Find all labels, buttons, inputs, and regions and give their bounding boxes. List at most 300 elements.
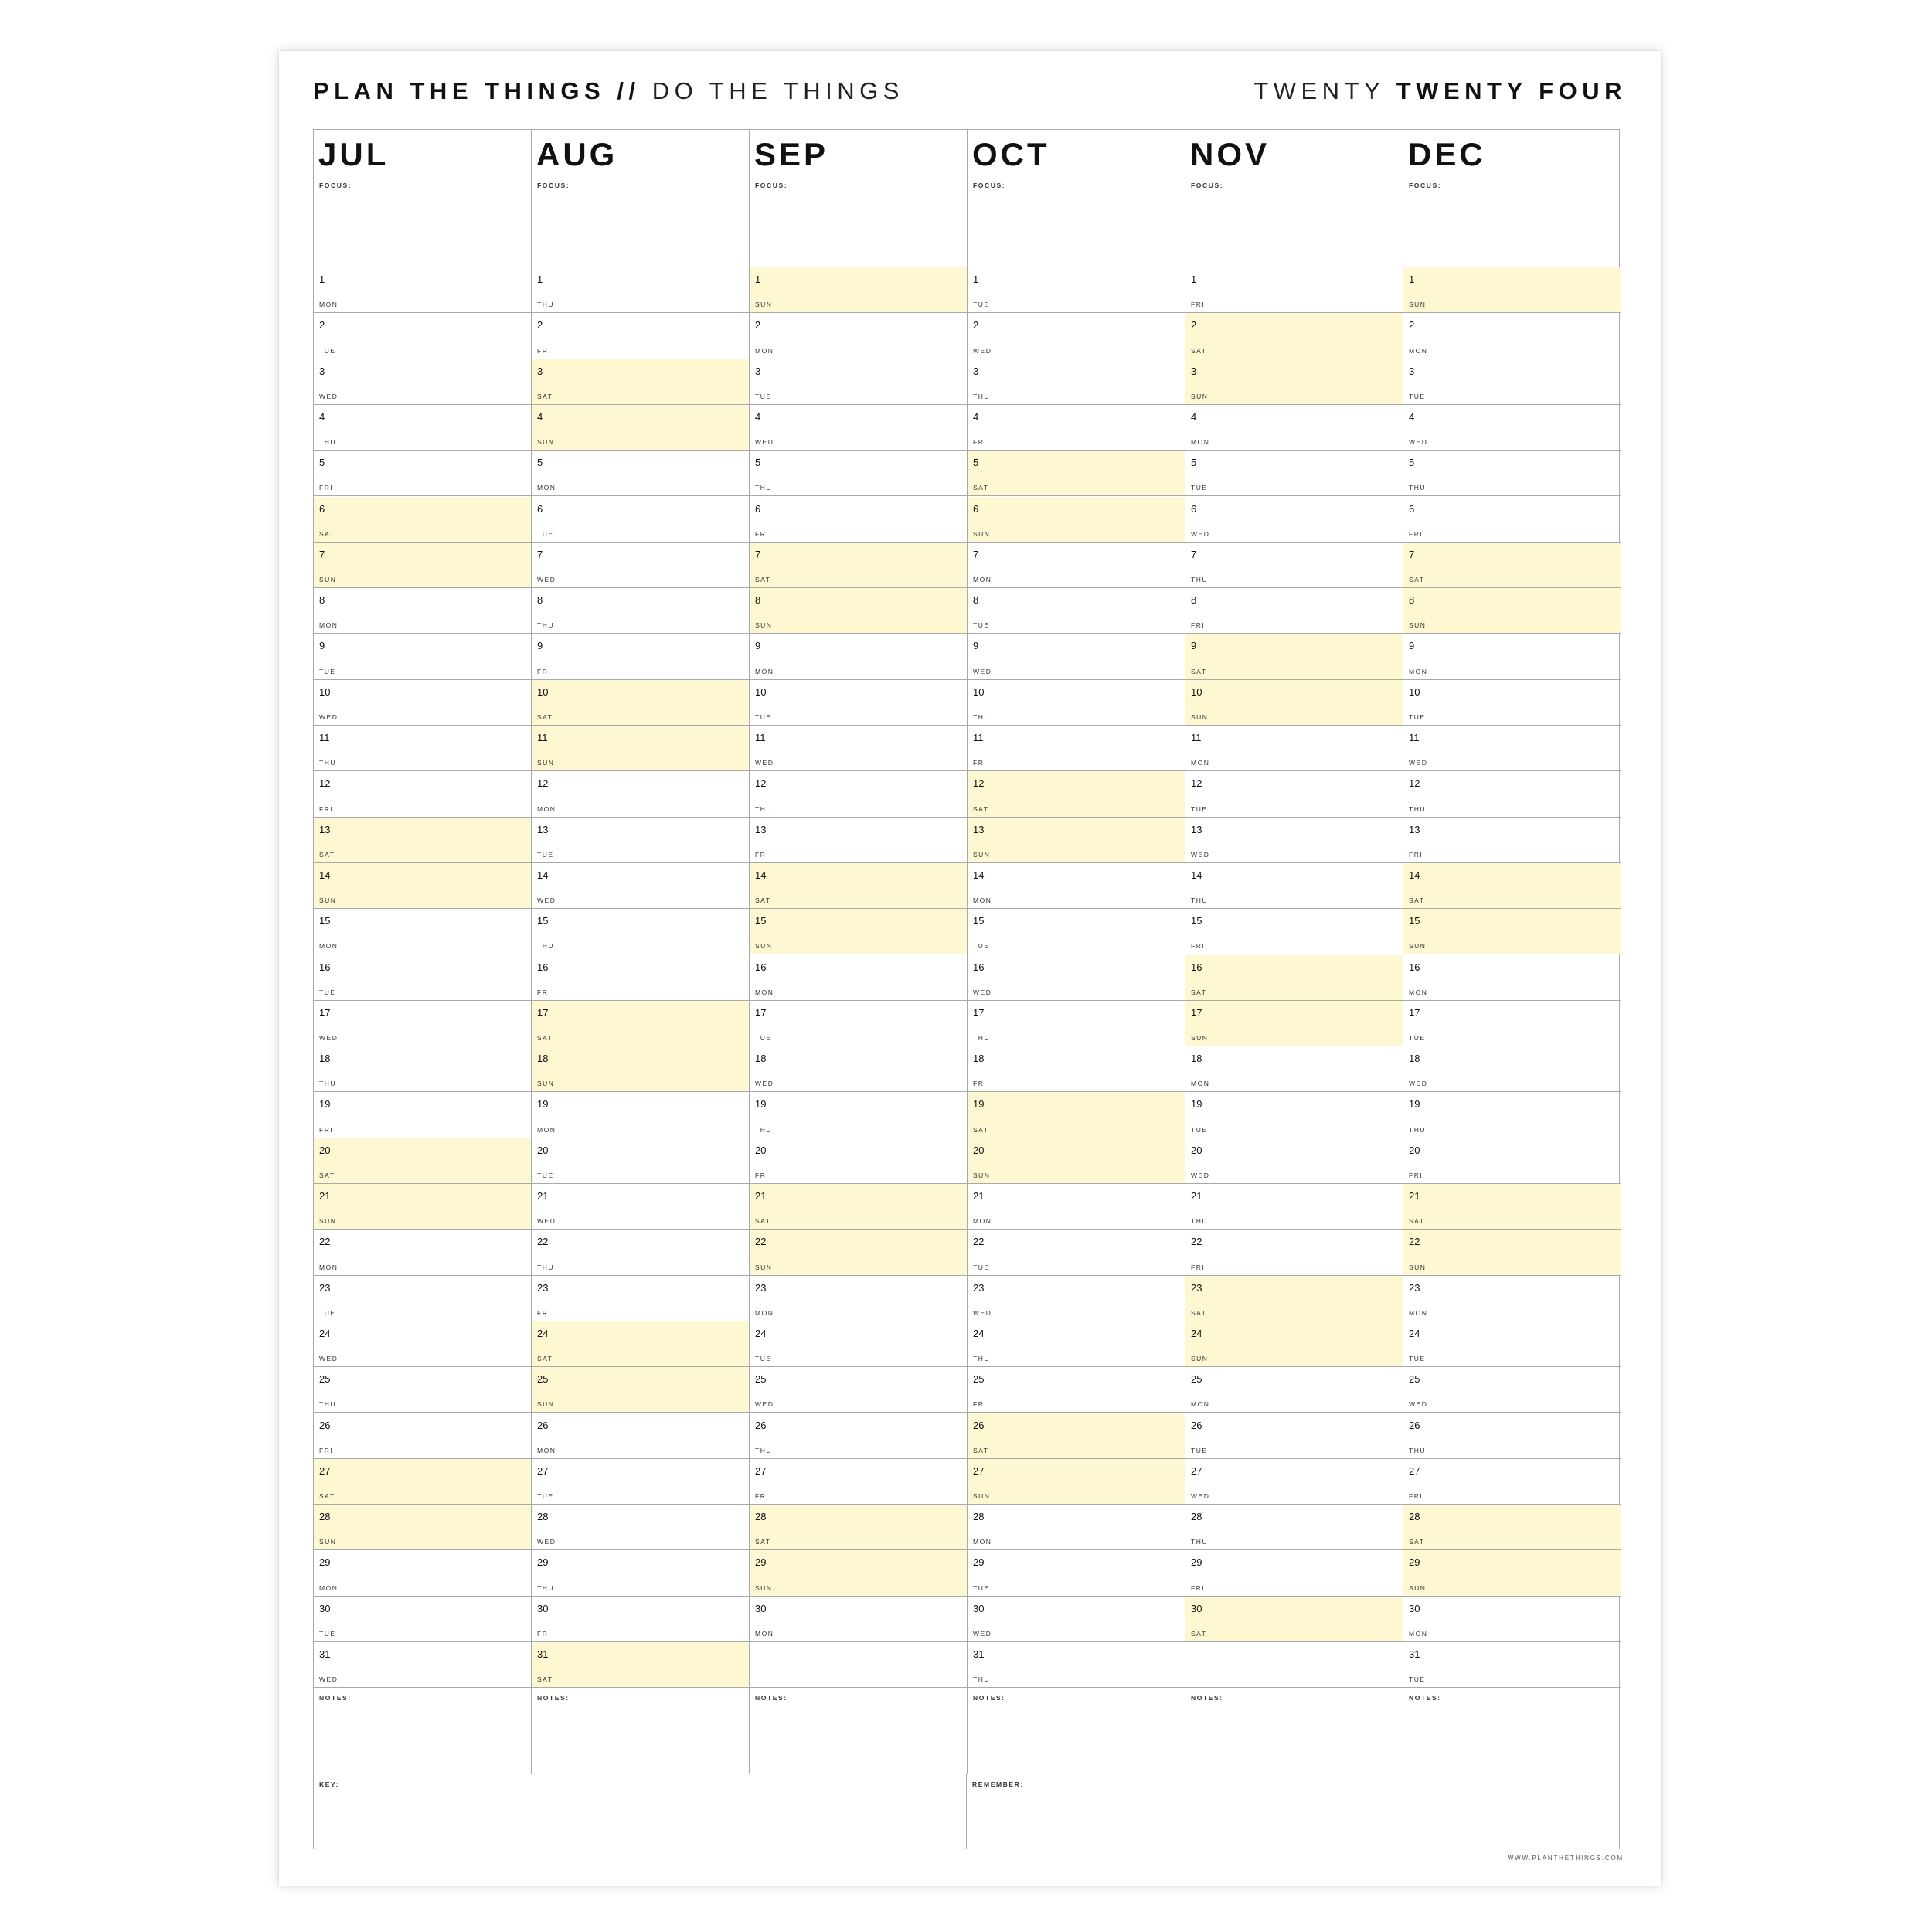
weekday-label: FRI bbox=[1191, 621, 1206, 630]
weekday-label: MON bbox=[319, 942, 338, 951]
day-cell[interactable] bbox=[968, 1597, 1185, 1642]
day-cell[interactable] bbox=[1403, 1001, 1621, 1046]
key-label: KEY: bbox=[319, 1781, 340, 1788]
day-cell[interactable] bbox=[1403, 863, 1621, 909]
day-cell[interactable] bbox=[750, 680, 967, 726]
day-cell[interactable] bbox=[532, 1276, 749, 1321]
day-cell[interactable] bbox=[314, 1321, 531, 1367]
day-cell[interactable] bbox=[1403, 680, 1621, 726]
day-number: 16 bbox=[1191, 961, 1202, 973]
day-number: 6 bbox=[537, 502, 543, 515]
focus-label: FOCUS: bbox=[973, 182, 1006, 189]
day-cell[interactable] bbox=[1185, 1459, 1403, 1505]
day-number: 9 bbox=[1409, 640, 1415, 652]
day-cell[interactable] bbox=[968, 909, 1185, 954]
day-cell[interactable] bbox=[968, 313, 1185, 359]
day-cell[interactable] bbox=[968, 451, 1185, 496]
weekday-label: SAT bbox=[1191, 1629, 1207, 1638]
day-number: 16 bbox=[973, 961, 985, 973]
day-cell[interactable] bbox=[968, 1459, 1185, 1505]
day-number: 11 bbox=[1409, 732, 1420, 743]
weekday-label: SUN bbox=[1191, 392, 1209, 400]
weekday-label: SAT bbox=[537, 1355, 553, 1363]
day-cell[interactable] bbox=[532, 1505, 749, 1550]
weekday-label: THU bbox=[1409, 1125, 1426, 1134]
day-cell[interactable] bbox=[750, 359, 967, 405]
day-number: 9 bbox=[1191, 640, 1197, 652]
notes-box[interactable] bbox=[532, 1688, 749, 1780]
day-cell[interactable] bbox=[1403, 1367, 1621, 1413]
day-cell[interactable] bbox=[532, 1642, 749, 1688]
planner-header-title bbox=[313, 77, 904, 105]
weekday-label: MON bbox=[973, 1538, 992, 1546]
day-number: 29 bbox=[755, 1556, 767, 1569]
day-cell[interactable] bbox=[314, 1046, 531, 1092]
weekday-label: THU bbox=[755, 484, 772, 492]
day-number: 26 bbox=[1409, 1419, 1420, 1431]
day-number: 23 bbox=[755, 1281, 767, 1294]
day-cell[interactable] bbox=[1185, 955, 1403, 1001]
day-cell[interactable] bbox=[1185, 1597, 1403, 1642]
day-cell[interactable] bbox=[1403, 543, 1621, 588]
day-cell[interactable] bbox=[532, 451, 749, 496]
day-number: 20 bbox=[1409, 1144, 1420, 1156]
day-cell[interactable] bbox=[750, 1550, 967, 1596]
day-number: 17 bbox=[537, 1006, 549, 1019]
month-name: NOV bbox=[1185, 130, 1403, 175]
day-cell[interactable] bbox=[750, 497, 967, 543]
weekday-label: THU bbox=[1191, 576, 1208, 584]
day-cell[interactable] bbox=[1403, 1230, 1621, 1275]
weekday-label: THU bbox=[537, 942, 554, 951]
month-column bbox=[1185, 130, 1403, 1774]
day-cell[interactable] bbox=[1403, 1276, 1621, 1321]
day-cell[interactable] bbox=[314, 1230, 531, 1275]
header-title-bold: PLAN THE THINGS // bbox=[313, 77, 641, 104]
day-cell[interactable] bbox=[1185, 680, 1403, 726]
day-cell[interactable] bbox=[532, 1230, 749, 1275]
day-cell[interactable] bbox=[750, 543, 967, 588]
day-cell[interactable] bbox=[532, 680, 749, 726]
day-cell[interactable] bbox=[750, 1367, 967, 1413]
day-cell[interactable] bbox=[968, 1367, 1185, 1413]
notes-label: NOTES: bbox=[537, 1694, 570, 1702]
day-cell[interactable] bbox=[1185, 1184, 1403, 1230]
day-cell[interactable] bbox=[532, 588, 749, 634]
weekday-label: SAT bbox=[1409, 896, 1425, 905]
day-cell[interactable] bbox=[968, 1276, 1185, 1321]
weekday-label: SAT bbox=[537, 1034, 553, 1043]
day-cell[interactable] bbox=[1403, 634, 1621, 679]
day-cell[interactable] bbox=[314, 1001, 531, 1046]
day-cell[interactable] bbox=[1185, 497, 1403, 543]
notes-label: NOTES: bbox=[319, 1694, 352, 1702]
day-number: 30 bbox=[755, 1602, 767, 1614]
day-cell[interactable] bbox=[1403, 1459, 1621, 1505]
day-cell[interactable] bbox=[314, 1276, 531, 1321]
day-cell[interactable] bbox=[1403, 909, 1621, 954]
day-cell[interactable] bbox=[968, 1046, 1185, 1092]
notes-box[interactable] bbox=[1185, 1688, 1403, 1780]
day-cell[interactable] bbox=[532, 863, 749, 909]
day-number: 28 bbox=[755, 1511, 767, 1523]
day-cell[interactable] bbox=[532, 1550, 749, 1596]
day-cell[interactable] bbox=[1185, 1092, 1403, 1138]
day-cell[interactable] bbox=[532, 359, 749, 405]
day-number: 19 bbox=[973, 1098, 985, 1111]
day-number: 18 bbox=[1409, 1053, 1420, 1065]
weekday-label: MON bbox=[1409, 346, 1428, 355]
weekday-label: SUN bbox=[537, 438, 555, 447]
weekday-label: MON bbox=[537, 804, 556, 813]
remember-label: REMEMBER: bbox=[972, 1781, 1024, 1788]
weekday-label: WED bbox=[1191, 1171, 1210, 1179]
day-cell[interactable] bbox=[314, 1413, 531, 1459]
day-cell[interactable] bbox=[532, 726, 749, 771]
day-cell[interactable] bbox=[314, 267, 531, 313]
day-number: 21 bbox=[1191, 1190, 1202, 1202]
day-cell[interactable] bbox=[1403, 1138, 1621, 1184]
day-cell[interactable] bbox=[750, 1505, 967, 1550]
weekday-label: TUE bbox=[755, 392, 772, 400]
day-cell[interactable] bbox=[968, 1321, 1185, 1367]
day-cell[interactable] bbox=[1185, 726, 1403, 771]
day-cell[interactable] bbox=[1403, 588, 1621, 634]
day-number: 10 bbox=[755, 685, 767, 698]
day-cell[interactable] bbox=[750, 1001, 967, 1046]
day-cell[interactable] bbox=[968, 1092, 1185, 1138]
day-cell[interactable] bbox=[1403, 1046, 1621, 1092]
day-cell[interactable] bbox=[314, 588, 531, 634]
weekday-label: THU bbox=[973, 392, 990, 400]
day-cell[interactable] bbox=[968, 1184, 1185, 1230]
weekday-label: FRI bbox=[973, 1080, 988, 1088]
day-number: 19 bbox=[1191, 1098, 1202, 1111]
focus-box[interactable] bbox=[1185, 175, 1403, 267]
day-cell[interactable] bbox=[1403, 1642, 1621, 1688]
weekday-label: FRI bbox=[319, 1125, 334, 1134]
day-cell[interactable] bbox=[1185, 1001, 1403, 1046]
day-cell[interactable] bbox=[532, 771, 749, 817]
day-cell[interactable] bbox=[1185, 588, 1403, 634]
day-cell[interactable] bbox=[968, 726, 1185, 771]
day-cell[interactable] bbox=[314, 634, 531, 679]
day-cell[interactable] bbox=[750, 818, 967, 863]
day-number: 20 bbox=[973, 1144, 985, 1156]
day-cell[interactable] bbox=[1185, 771, 1403, 817]
month-column bbox=[968, 130, 1185, 1774]
day-cell[interactable] bbox=[314, 1597, 531, 1642]
day-cell[interactable] bbox=[1185, 1321, 1403, 1367]
day-cell[interactable] bbox=[968, 497, 1185, 543]
day-number: 8 bbox=[755, 594, 761, 607]
day-cell[interactable] bbox=[750, 909, 967, 954]
day-cell[interactable] bbox=[314, 771, 531, 817]
focus-box[interactable] bbox=[532, 175, 749, 267]
day-cell[interactable] bbox=[1185, 405, 1403, 451]
day-cell[interactable] bbox=[1185, 267, 1403, 313]
day-cell[interactable] bbox=[750, 1184, 967, 1230]
day-cell[interactable] bbox=[532, 1413, 749, 1459]
day-cell[interactable] bbox=[1403, 1550, 1621, 1596]
focus-box[interactable] bbox=[750, 175, 967, 267]
day-cell[interactable] bbox=[532, 1046, 749, 1092]
day-cell[interactable] bbox=[968, 1001, 1185, 1046]
day-cell[interactable] bbox=[1185, 863, 1403, 909]
day-cell[interactable] bbox=[314, 1505, 531, 1550]
day-cell[interactable] bbox=[1185, 543, 1403, 588]
day-cell[interactable] bbox=[314, 313, 531, 359]
notes-box[interactable] bbox=[1403, 1688, 1621, 1780]
weekday-label: TUE bbox=[537, 850, 554, 859]
focus-box[interactable] bbox=[968, 175, 1185, 267]
day-number: 5 bbox=[1409, 457, 1415, 469]
weekday-label: MON bbox=[1409, 1308, 1428, 1317]
weekday-label: SAT bbox=[319, 529, 335, 538]
notes-box[interactable] bbox=[314, 1688, 531, 1780]
day-cell[interactable] bbox=[1403, 1413, 1621, 1459]
weekday-label: FRI bbox=[319, 1446, 334, 1454]
weekday-label: THU bbox=[319, 759, 336, 767]
day-number: 12 bbox=[319, 777, 331, 790]
day-cell[interactable] bbox=[1185, 1276, 1403, 1321]
day-cell[interactable] bbox=[750, 1459, 967, 1505]
day-number: 9 bbox=[755, 640, 761, 652]
weekday-label: SUN bbox=[319, 1538, 337, 1546]
day-number: 6 bbox=[1191, 502, 1197, 515]
day-cell[interactable] bbox=[750, 1597, 967, 1642]
weekday-label: WED bbox=[319, 1355, 338, 1363]
day-cell[interactable] bbox=[750, 771, 967, 817]
day-cell[interactable] bbox=[532, 1138, 749, 1184]
day-cell[interactable] bbox=[314, 863, 531, 909]
day-cell[interactable] bbox=[532, 1597, 749, 1642]
day-number: 4 bbox=[973, 410, 979, 423]
day-number: 15 bbox=[319, 915, 331, 927]
day-cell[interactable] bbox=[968, 818, 1185, 863]
day-number: 15 bbox=[1409, 915, 1420, 927]
day-cell[interactable] bbox=[750, 1321, 967, 1367]
day-cell[interactable] bbox=[314, 543, 531, 588]
notes-box[interactable] bbox=[750, 1688, 967, 1780]
day-cell[interactable] bbox=[968, 955, 1185, 1001]
day-cell[interactable] bbox=[968, 680, 1185, 726]
day-cell[interactable] bbox=[968, 1505, 1185, 1550]
day-cell[interactable] bbox=[314, 1367, 531, 1413]
day-cell[interactable] bbox=[532, 543, 749, 588]
day-number: 1 bbox=[973, 274, 979, 285]
day-number: 2 bbox=[755, 319, 761, 332]
weekday-label: SAT bbox=[755, 1217, 771, 1226]
day-cell[interactable] bbox=[532, 1459, 749, 1505]
day-cell[interactable] bbox=[1185, 1367, 1403, 1413]
day-cell[interactable] bbox=[1403, 1321, 1621, 1367]
day-cell[interactable] bbox=[1185, 909, 1403, 954]
day-cell[interactable] bbox=[1403, 955, 1621, 1001]
day-cell[interactable] bbox=[1185, 1138, 1403, 1184]
weekday-label: THU bbox=[755, 1125, 772, 1134]
day-number: 21 bbox=[319, 1190, 331, 1202]
notes-box[interactable] bbox=[968, 1688, 1185, 1780]
day-cell[interactable] bbox=[968, 1550, 1185, 1596]
day-cell[interactable] bbox=[532, 1321, 749, 1367]
day-cell[interactable] bbox=[968, 405, 1185, 451]
day-cell[interactable] bbox=[1403, 726, 1621, 771]
day-cell[interactable] bbox=[750, 863, 967, 909]
day-cell[interactable] bbox=[750, 1276, 967, 1321]
day-cell[interactable] bbox=[314, 1550, 531, 1596]
day-cell[interactable] bbox=[1185, 1230, 1403, 1275]
day-cell[interactable] bbox=[750, 1413, 967, 1459]
weekday-label: THU bbox=[537, 1583, 554, 1592]
day-cell[interactable] bbox=[314, 909, 531, 954]
day-cell[interactable] bbox=[1403, 359, 1621, 405]
day-number: 28 bbox=[973, 1511, 985, 1523]
day-cell[interactable] bbox=[1185, 1046, 1403, 1092]
focus-box[interactable] bbox=[1403, 175, 1621, 267]
day-number: 20 bbox=[537, 1144, 549, 1156]
weekday-label: SAT bbox=[537, 713, 553, 721]
day-cell[interactable] bbox=[1185, 1413, 1403, 1459]
day-cell[interactable] bbox=[314, 451, 531, 496]
day-cell[interactable] bbox=[750, 1230, 967, 1275]
day-cell[interactable] bbox=[1403, 451, 1621, 496]
day-cell[interactable] bbox=[968, 1138, 1185, 1184]
day-cell[interactable] bbox=[1185, 451, 1403, 496]
day-cell[interactable] bbox=[968, 359, 1185, 405]
day-cell[interactable] bbox=[314, 955, 531, 1001]
weekday-label: FRI bbox=[755, 850, 770, 859]
day-cell[interactable] bbox=[1403, 267, 1621, 313]
day-cell[interactable] bbox=[750, 955, 967, 1001]
day-cell[interactable] bbox=[532, 818, 749, 863]
day-number: 7 bbox=[973, 548, 979, 560]
day-cell[interactable] bbox=[968, 543, 1185, 588]
day-cell[interactable] bbox=[750, 405, 967, 451]
weekday-label: SAT bbox=[1409, 1217, 1425, 1226]
day-cell[interactable] bbox=[532, 497, 749, 543]
weekday-label: MON bbox=[755, 1308, 774, 1317]
day-number: 11 bbox=[755, 732, 766, 743]
day-number: 4 bbox=[537, 410, 543, 423]
day-cell[interactable] bbox=[1403, 405, 1621, 451]
day-cell[interactable] bbox=[1403, 497, 1621, 543]
day-cell[interactable] bbox=[750, 451, 967, 496]
weekday-label: SUN bbox=[1191, 1034, 1209, 1043]
day-cell[interactable] bbox=[314, 1642, 531, 1688]
weekday-label: FRI bbox=[755, 1171, 770, 1179]
day-cell[interactable] bbox=[532, 405, 749, 451]
day-cell[interactable] bbox=[314, 1184, 531, 1230]
day-cell[interactable] bbox=[1403, 1092, 1621, 1138]
day-cell[interactable] bbox=[1403, 818, 1621, 863]
day-cell[interactable] bbox=[750, 1092, 967, 1138]
day-cell[interactable] bbox=[1403, 1184, 1621, 1230]
day-cell[interactable] bbox=[1185, 313, 1403, 359]
weekday-label: SUN bbox=[973, 1171, 991, 1179]
focus-box[interactable] bbox=[314, 175, 531, 267]
day-cell[interactable] bbox=[750, 313, 967, 359]
day-cell[interactable] bbox=[1185, 818, 1403, 863]
weekday-label: THU bbox=[319, 1080, 336, 1088]
day-number: 28 bbox=[1191, 1511, 1202, 1523]
day-cell[interactable] bbox=[532, 1367, 749, 1413]
day-cell[interactable] bbox=[532, 909, 749, 954]
weekday-label: WED bbox=[1409, 438, 1428, 447]
weekday-label: THU bbox=[537, 621, 554, 630]
day-cell[interactable] bbox=[968, 771, 1185, 817]
day-cell[interactable] bbox=[314, 1459, 531, 1505]
weekday-label: SUN bbox=[1191, 713, 1209, 721]
day-cell[interactable] bbox=[750, 1046, 967, 1092]
month-column bbox=[750, 130, 968, 1774]
day-cell[interactable] bbox=[532, 313, 749, 359]
day-cell[interactable] bbox=[1403, 1597, 1621, 1642]
day-number: 8 bbox=[973, 594, 979, 607]
weekday-label: SAT bbox=[1191, 346, 1207, 355]
day-cell[interactable] bbox=[750, 588, 967, 634]
day-cell[interactable] bbox=[532, 634, 749, 679]
day-cell[interactable] bbox=[968, 267, 1185, 313]
day-cell[interactable] bbox=[532, 1001, 749, 1046]
day-cell[interactable] bbox=[1185, 1505, 1403, 1550]
day-number: 26 bbox=[755, 1419, 767, 1431]
day-cell[interactable] bbox=[968, 1230, 1185, 1275]
day-cell[interactable] bbox=[314, 1092, 531, 1138]
weekday-label: THU bbox=[1191, 1217, 1208, 1226]
weekday-label: WED bbox=[973, 346, 992, 355]
day-cell[interactable] bbox=[314, 1138, 531, 1184]
day-cell[interactable] bbox=[314, 818, 531, 863]
day-cell[interactable] bbox=[968, 863, 1185, 909]
key-box[interactable] bbox=[314, 1774, 967, 1849]
day-cell[interactable] bbox=[968, 1413, 1185, 1459]
day-cell[interactable] bbox=[1403, 771, 1621, 817]
day-cell[interactable] bbox=[314, 726, 531, 771]
day-number: 23 bbox=[537, 1281, 549, 1294]
day-number: 10 bbox=[537, 685, 549, 698]
day-cell[interactable] bbox=[1185, 634, 1403, 679]
weekday-label: TUE bbox=[319, 346, 336, 355]
day-cell[interactable] bbox=[750, 634, 967, 679]
day-cell[interactable] bbox=[314, 359, 531, 405]
day-number: 17 bbox=[1191, 1006, 1202, 1019]
day-cell[interactable] bbox=[532, 267, 749, 313]
day-cell[interactable] bbox=[1185, 359, 1403, 405]
day-number: 3 bbox=[755, 365, 761, 377]
day-cell[interactable] bbox=[750, 1138, 967, 1184]
day-cell[interactable] bbox=[968, 588, 1185, 634]
weekday-label: FRI bbox=[537, 988, 552, 996]
day-cell[interactable] bbox=[968, 1642, 1185, 1688]
day-cell[interactable] bbox=[314, 680, 531, 726]
day-cell[interactable] bbox=[750, 726, 967, 771]
day-cell[interactable] bbox=[1403, 1505, 1621, 1550]
day-cell[interactable] bbox=[750, 267, 967, 313]
day-cell[interactable] bbox=[532, 955, 749, 1001]
day-number: 1 bbox=[1191, 274, 1197, 285]
day-cell[interactable] bbox=[314, 405, 531, 451]
day-cell[interactable] bbox=[1185, 1550, 1403, 1596]
remember-box[interactable] bbox=[967, 1774, 1619, 1849]
day-cell[interactable] bbox=[314, 497, 531, 543]
day-cell[interactable] bbox=[968, 634, 1185, 679]
day-cell[interactable] bbox=[532, 1092, 749, 1138]
day-number: 12 bbox=[1191, 777, 1202, 790]
weekday-label: MON bbox=[973, 576, 992, 584]
day-cell[interactable] bbox=[1403, 313, 1621, 359]
day-cell[interactable] bbox=[532, 1184, 749, 1230]
